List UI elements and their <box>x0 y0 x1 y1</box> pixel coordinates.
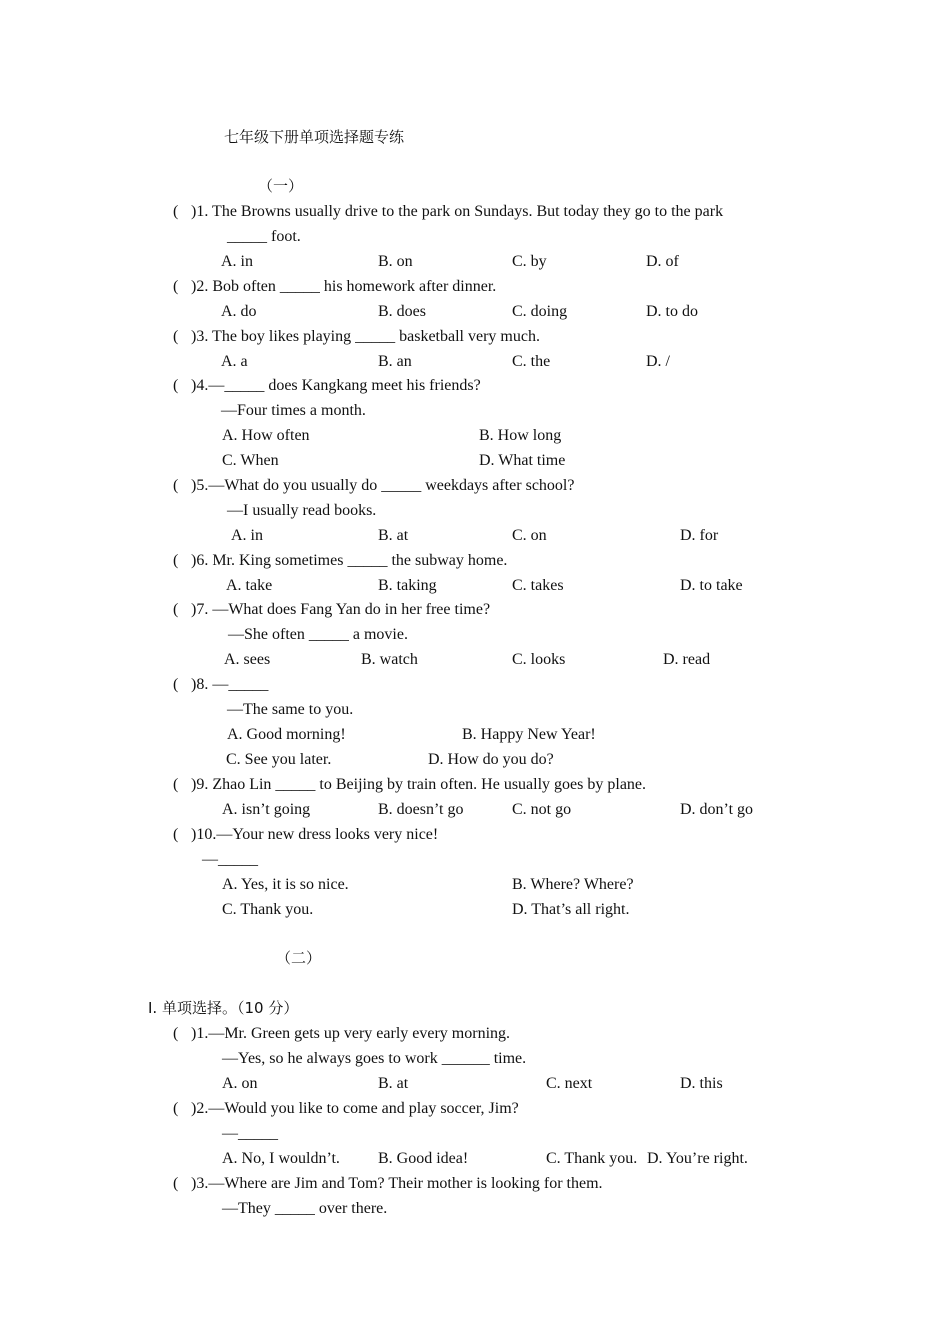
option-b[interactable]: B. does <box>378 303 426 320</box>
option-b[interactable]: B. Where? Where? <box>512 876 634 893</box>
question-continuation: —They _____ over there. <box>222 1200 388 1217</box>
option-a[interactable]: A. Yes, it is so nice. <box>222 876 349 893</box>
option-b[interactable]: B. at <box>378 527 409 544</box>
option-d[interactable]: D. don’t go <box>680 801 754 818</box>
question-text: )9. Zhao Lin _____ to Beijing by train often. He usually goes by plane. <box>191 776 647 793</box>
option-a[interactable]: A. Good morning! <box>227 726 346 743</box>
option-c[interactable]: C. Thank you. <box>222 901 314 918</box>
option-b[interactable]: B. Happy New Year! <box>462 726 596 743</box>
option-b[interactable]: B. doesn’t go <box>378 801 464 818</box>
answer-bracket[interactable]: ( <box>173 1175 179 1192</box>
question-continuation: —I usually read books. <box>227 502 377 519</box>
question-text: )2.—Would you like to come and play soccer, Jim? <box>191 1100 519 1117</box>
question-text: )5.—What do you usually do _____ weekdays after school? <box>191 477 575 494</box>
option-d[interactable]: D. You’re right. <box>647 1150 748 1167</box>
answer-bracket[interactable]: ( <box>173 278 179 295</box>
answer-bracket[interactable]: ( <box>173 477 179 494</box>
question-continuation: —The same to you. <box>227 701 354 718</box>
question-text: )10.—Your new dress looks very nice! <box>191 826 439 843</box>
page-title: 七年级下册单项选择题专练 <box>224 128 405 146</box>
option-d[interactable]: D. That’s all right. <box>512 901 630 918</box>
answer-bracket[interactable]: ( <box>173 377 179 394</box>
question-text: )8. —_____ <box>191 676 269 693</box>
option-c[interactable]: C. on <box>512 527 547 544</box>
option-a[interactable]: A. a <box>221 353 248 370</box>
option-c[interactable]: C. doing <box>512 303 568 320</box>
option-b[interactable]: B. How long <box>479 427 562 444</box>
answer-bracket[interactable]: ( <box>173 328 179 345</box>
option-b[interactable]: B. on <box>378 253 413 270</box>
option-b[interactable]: B. an <box>378 353 412 370</box>
option-d[interactable]: D. to take <box>680 577 743 594</box>
answer-bracket[interactable]: ( <box>173 776 179 793</box>
answer-bracket[interactable]: ( <box>173 552 179 569</box>
option-c[interactable]: C. the <box>512 353 551 370</box>
question-text: )2. Bob often _____ his homework after dinner. <box>191 278 497 295</box>
option-b[interactable]: B. watch <box>361 651 418 668</box>
question-text: )1. The Browns usually drive to the park on Sundays. But today they go to the park <box>191 203 724 220</box>
option-d[interactable]: D. of <box>646 253 679 270</box>
option-c[interactable]: C. When <box>222 452 279 469</box>
question-text: )1.—Mr. Green gets up very early every morning. <box>191 1025 511 1042</box>
answer-bracket[interactable]: ( <box>173 826 179 843</box>
question-continuation: —She often _____ a movie. <box>228 626 408 643</box>
answer-bracket[interactable]: ( <box>173 601 179 618</box>
option-c[interactable]: C. takes <box>512 577 564 594</box>
option-d[interactable]: D. this <box>680 1075 723 1092</box>
option-b[interactable]: B. taking <box>378 577 437 594</box>
answer-bracket[interactable]: ( <box>173 1100 179 1117</box>
question-continuation: —_____ <box>222 1125 278 1142</box>
question-text: )3. The boy likes playing _____ basketball very much. <box>191 328 540 345</box>
option-d[interactable]: D. / <box>646 353 670 370</box>
answer-bracket[interactable]: ( <box>173 203 179 220</box>
option-d[interactable]: D. for <box>680 527 719 544</box>
section-heading-2: （二） <box>276 949 322 967</box>
option-b[interactable]: B. at <box>378 1075 409 1092</box>
question-text: )4.—_____ does Kangkang meet his friends? <box>191 377 481 394</box>
answer-bracket[interactable]: ( <box>173 676 179 693</box>
option-a[interactable]: A. How often <box>222 427 310 444</box>
answer-bracket[interactable]: ( <box>173 1025 179 1042</box>
question-continuation: —Four times a month. <box>221 402 366 419</box>
option-a[interactable]: A. No, I wouldn’t. <box>222 1150 340 1167</box>
option-a[interactable]: A. on <box>222 1075 258 1092</box>
question-continuation: —Yes, so he always goes to work ______ time. <box>222 1050 527 1067</box>
question-continuation: —_____ <box>202 851 258 868</box>
option-c[interactable]: C. by <box>512 253 547 270</box>
option-a[interactable]: A. sees <box>224 651 271 668</box>
question-text: )7. —What does Fang Yan do in her free time? <box>191 601 491 618</box>
option-a[interactable]: A. isn’t going <box>222 801 311 818</box>
section-heading-1: （一） <box>258 177 304 195</box>
option-d[interactable]: D. What time <box>479 452 566 469</box>
option-d[interactable]: D. read <box>663 651 711 668</box>
question-continuation: _____ foot. <box>227 228 301 245</box>
option-c[interactable]: C. See you later. <box>226 751 332 768</box>
option-d[interactable]: D. How do you do? <box>428 751 554 768</box>
option-c[interactable]: C. looks <box>512 651 566 668</box>
option-c[interactable]: C. not go <box>512 801 572 818</box>
option-c[interactable]: C. next <box>546 1075 593 1092</box>
option-a[interactable]: A. do <box>221 303 257 320</box>
option-a[interactable]: A. in <box>221 253 253 270</box>
part-title: Ⅰ. 单项选择。（10 分） <box>148 999 299 1017</box>
option-d[interactable]: D. to do <box>646 303 698 320</box>
option-c[interactable]: C. Thank you. <box>546 1150 638 1167</box>
option-b[interactable]: B. Good idea! <box>378 1150 469 1167</box>
question-text: )3.—Where are Jim and Tom? Their mother is looking for them. <box>191 1175 603 1192</box>
question-text: )6. Mr. King sometimes _____ the subway home. <box>191 552 508 569</box>
option-a[interactable]: A. take <box>226 577 273 594</box>
option-a[interactable]: A. in <box>231 527 263 544</box>
